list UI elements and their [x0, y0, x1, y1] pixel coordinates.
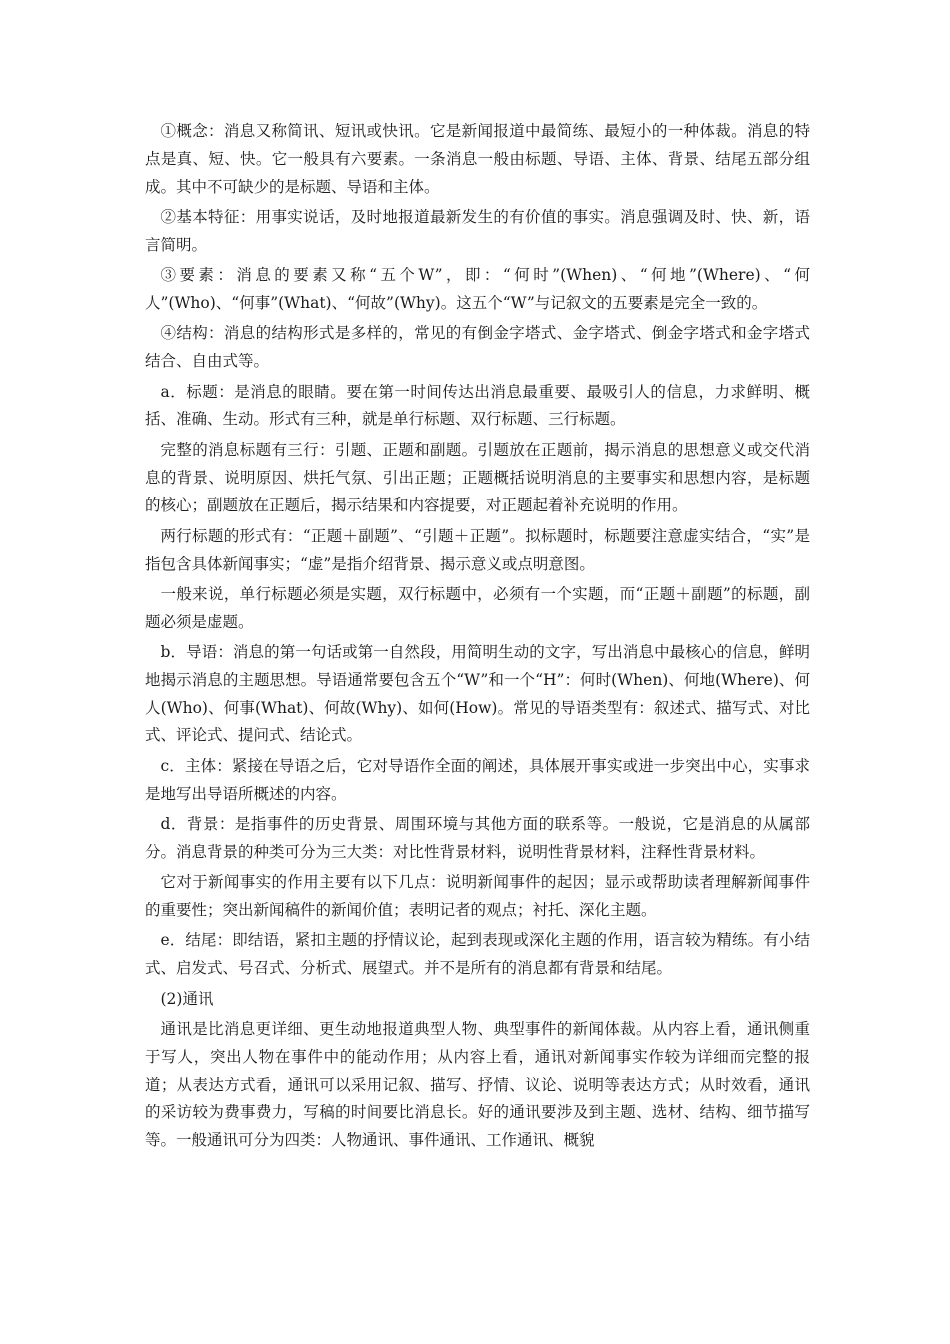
paragraph-three-line-headline: 完整的消息标题有三行：引题、正题和副题。引题放在正题前，揭示消息的思想意义或交代消息的背景、说明原因、烘托气氛、引出正题；正题概括说明消息的主要事实和思想内容，是标题的核心；副题放在正题后，揭示结果和内容提要，对正题起着补充说明的作用。: [145, 440, 810, 515]
paragraph-concept: ①概念：消息又称简讯、短讯或快讯。它是新闻报道中最简练、最短小的一种体裁。消息的特点是真、短、快。它一般具有六要素。一条消息一般由标题、导语、主体、背景、结尾五部分组成。其中不可缺少的是标题、导语和主体。: [145, 122, 810, 196]
paragraph-elements: ③要素：消息的要素又称“五个W”，即：“何时”(When)、“何地”(Where)、“何人”(Who)、“何事”(What)、“何故”(Why)。这五个“W”与记叙文的五要素是完全一致的。: [145, 266, 810, 312]
paragraph-background: d．背景：是指事件的历史背景、周围环境与其他方面的联系等。一般说，它是消息的从属部分。消息背景的种类可分为三大类：对比性背景材料，说明性背景材料，注释性背景材料。: [145, 815, 810, 861]
document-page: [145, 118, 810, 1158]
paragraph-body: c．主体：紧接在导语之后，它对导语作全面的阐述，具体展开事实或进一步突出中心，实事求是地写出导语所概述的内容。: [145, 756, 810, 803]
paragraph-background-role: 它对于新闻事实的作用主要有以下几点：说明新闻事件的起因；显示或帮助读者理解新闻事件的重要性；突出新闻稿件的新闻价值；表明记者的观点；衬托、深化主题。: [145, 873, 810, 920]
paragraph-feature-story: 通讯是比消息更详细、更生动地报道典型人物、典型事件的新闻体裁。从内容上看，通讯侧重于写人，突出人物在事件中的能动作用；从内容上看，通讯对新闻事实作较为详细而完整的报道；从表达方式看，通讯可以采用记叙、描写、抒情、议论、说明等表达方式；从时效看，通讯的采访较为费事费力，写稿的时间要比消息长。好的通讯要涉及到主题、选材、结构、细节描写等。一般通讯可分为四类：人物通讯、事件通讯、工作通讯、概貌: [145, 1020, 810, 1150]
paragraph-two-line-headline: 两行标题的形式有：“正题＋副题”、“引题＋正题”。拟标题时，标题要注意虚实结合，“实”是指包含具体新闻事实；“虚”是指介绍背景、揭示意义或点明意图。: [145, 526, 810, 573]
paragraph-headline: a．标题：是消息的眼睛。要在第一时间传达出消息最重要、最吸引人的信息，力求鲜明、概括、准确、生动。形式有三种，就是单行标题、双行标题、三行标题。: [145, 382, 810, 429]
paragraph-structure: ④结构：消息的结构形式是多样的，常见的有倒金字塔式、金字塔式、倒金字塔式和金字塔式结合、自由式等。: [145, 324, 810, 371]
paragraph-lead: b．导语：消息的第一句话或第一自然段，用简明生动的文字，写出消息中最核心的信息，鲜明地揭示消息的主题思想。导语通常要包含五个“W”和一个“H”：何时(When)、何地(Where)、何人(Who)、何事(What)、何故(Why)、如何(How)。常见的导语类型有：叙述式、描写式、对比式、评论式、提问式、结论式。: [145, 643, 810, 745]
section-heading-feature-story: (2)通讯: [160, 989, 214, 1008]
paragraph-single-line-headline: 一般来说，单行标题必须是实题，双行标题中，必须有一个实题，而“正题＋副题”的标题，副题必须是虚题。: [145, 584, 810, 631]
paragraph-ending: e．结尾：即结语，紧扣主题的抒情议论，起到表现或深化主题的作用，语言较为精练。有小结式、启发式、号召式、分析式、展望式。并不是所有的消息都有背景和结尾。: [145, 931, 810, 978]
paragraph-features: ②基本特征：用事实说话，及时地报道最新发生的有价值的事实。消息强调及时、快、新，语言简明。: [145, 207, 810, 254]
